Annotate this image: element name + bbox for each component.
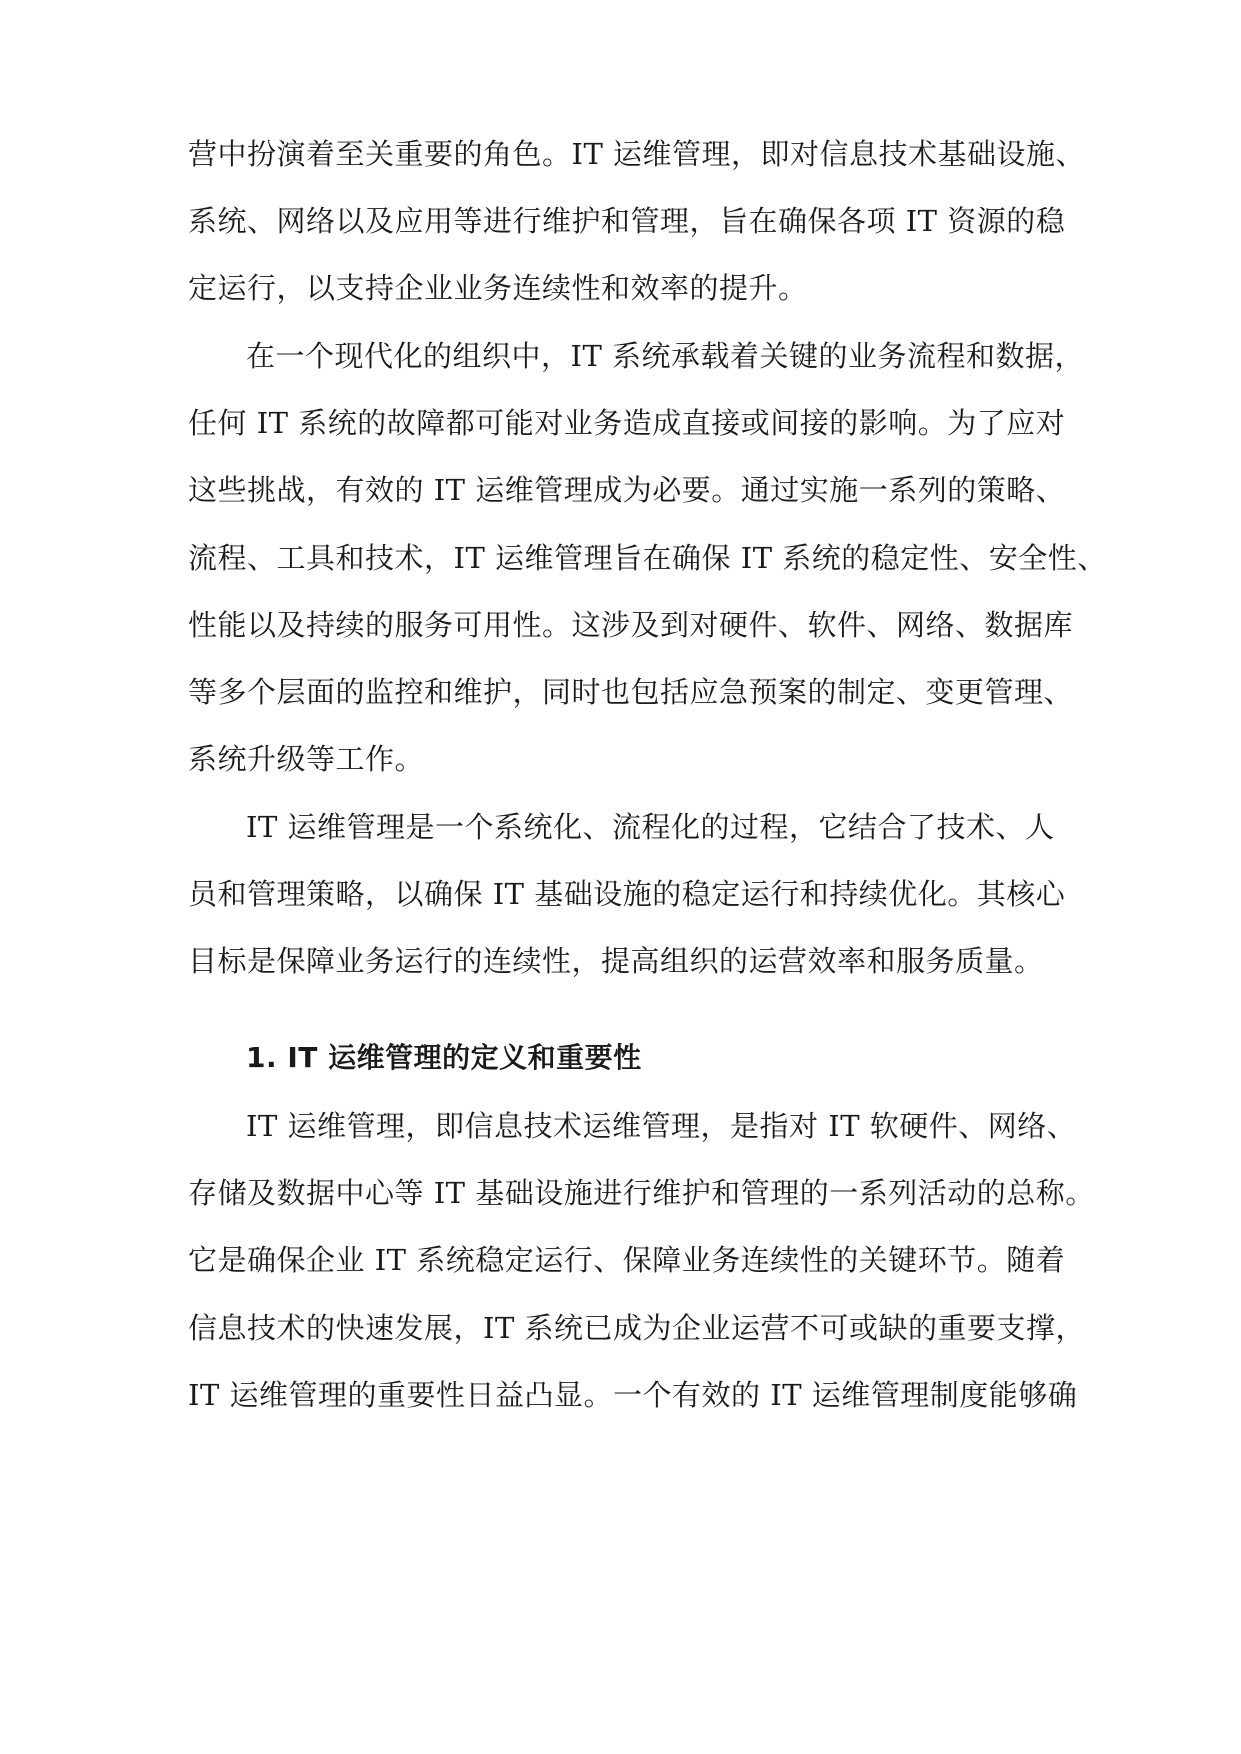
- paragraph-line: 它是确保企业 IT 系统稳定运行、保障业务连续性的关键环节。随着: [188, 1243, 1066, 1277]
- paragraph-line: IT 运维管理是一个系统化、流程化的过程，它结合了技术、人: [246, 810, 1055, 844]
- paragraph-line: 系统升级等工作。: [188, 742, 425, 776]
- paragraph-line: 目标是保障业务运行的连续性，提高组织的运营效率和服务质量。: [188, 944, 1044, 978]
- paragraph-line: IT 运维管理，即信息技术运维管理，是指对 IT 软硬件、网络、: [246, 1109, 1077, 1143]
- paragraph-line: 性能以及持续的服务可用性。这涉及到对硬件、软件、网络、数据库: [188, 608, 1074, 642]
- paragraph-line: 营中扮演着至关重要的角色。IT 运维管理，即对信息技术基础设施、: [188, 137, 1086, 171]
- paragraph-line: 在一个现代化的组织中，IT 系统承载着关键的业务流程和数据，: [246, 339, 1085, 373]
- paragraph-line: 等多个层面的监控和维护，同时也包括应急预案的制定、变更管理、: [188, 675, 1074, 709]
- paragraph-line: 流程、工具和技术，IT 运维管理旨在确保 IT 系统的稳定性、安全性、: [188, 541, 1107, 575]
- paragraph-line: 员和管理策略，以确保 IT 基础设施的稳定运行和持续优化。其核心: [188, 877, 1066, 911]
- paragraph-line: 存储及数据中心等 IT 基础设施进行维护和管理的一系列活动的总称。: [188, 1176, 1095, 1210]
- paragraph-line: 系统、网络以及应用等进行维护和管理，旨在确保各项 IT 资源的稳: [188, 204, 1066, 238]
- paragraph-line: 信息技术的快速发展，IT 系统已成为企业运营不可或缺的重要支撑，: [188, 1311, 1086, 1345]
- section-heading: 1. IT 运维管理的定义和重要性: [246, 1041, 642, 1074]
- paragraph-line: 这些挑战，有效的 IT 运维管理成为必要。通过实施一系列的策略、: [188, 473, 1066, 507]
- paragraph-line: 定运行，以支持企业业务连续性和效率的提升。: [188, 271, 808, 305]
- paragraph-line: IT 运维管理的重要性日益凸显。一个有效的 IT 运维管理制度能够确: [188, 1378, 1078, 1412]
- paragraph-line: 任何 IT 系统的故障都可能对业务造成直接或间接的影响。为了应对: [188, 406, 1066, 440]
